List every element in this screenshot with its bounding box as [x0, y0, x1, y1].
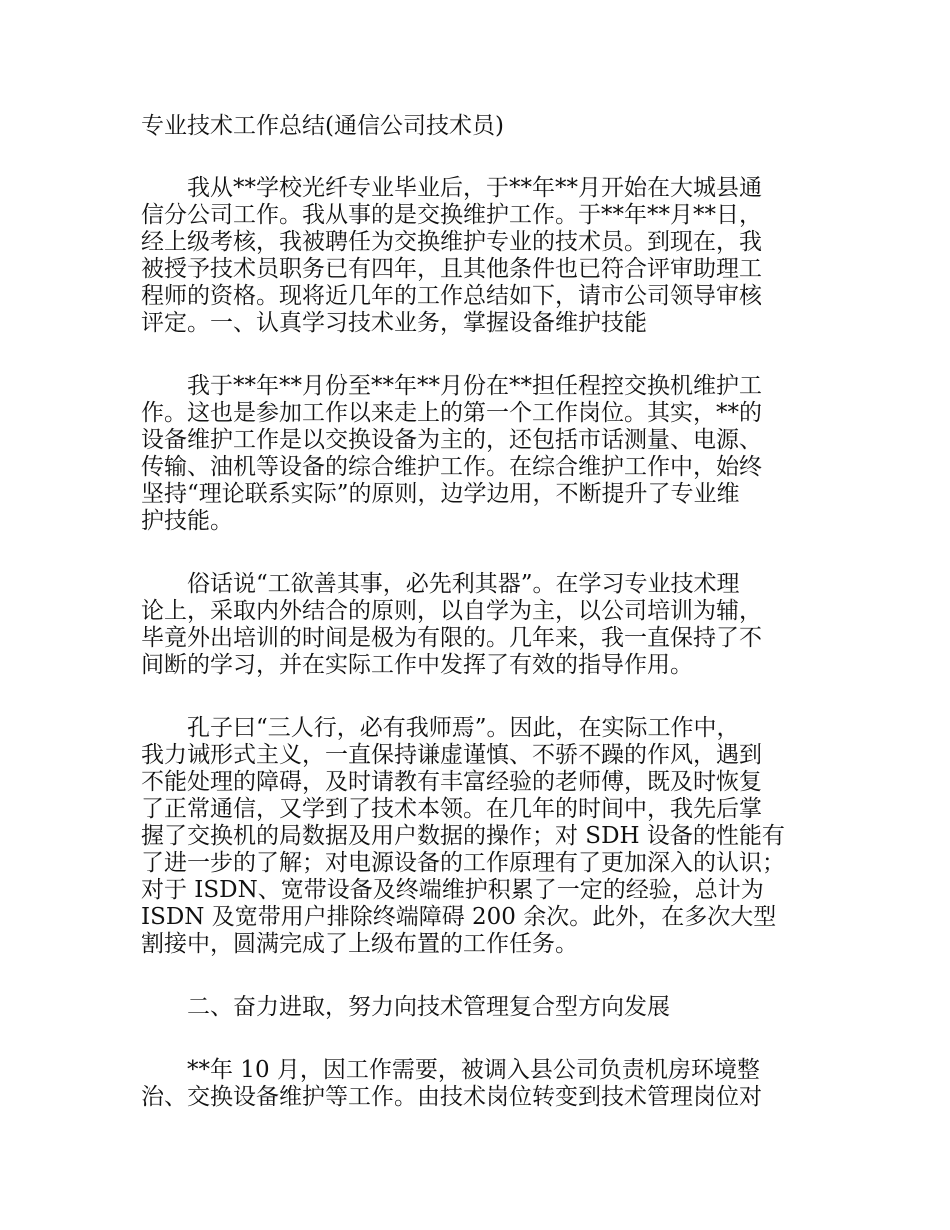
paragraph-line: 间断的学习，并在实际工作中发挥了有效的指导作用。 [141, 652, 693, 678]
paragraph-line: 不能处理的障碍，及时请教有丰富经验的老师傅，既及时恢复 [141, 769, 762, 795]
paragraph-line: 我力诫形式主义，一直保持谦虚谨慎、不骄不躁的作风，遇到 [141, 742, 762, 768]
paragraph [141, 373, 813, 535]
paragraph-spacer [141, 1021, 813, 1057]
paragraph-line: 割接中，圆满完成了上级布置的工作任务。 [141, 931, 578, 957]
paragraph-list [141, 175, 813, 1111]
paragraph-line: 俗话说“工欲善其事，必先利其器”。在学习专业技术理 [141, 571, 740, 597]
document-body [141, 113, 813, 1111]
paragraph-line: 我于**年**月份至**年**月份在**担任程控交换机维护工 [141, 373, 762, 399]
paragraph-line: 作。这也是参加工作以来走上的第一个工作岗位。其实，**的 [141, 400, 762, 426]
paragraph-line: 程师的资格。现将近几年的工作总结如下，请市公司领导审核 [141, 283, 762, 309]
paragraph-line: 护技能。 [141, 508, 233, 534]
paragraph-line: 对于 ISDN、宽带设备及终端维护积累了一定的经验，总计为 [141, 877, 764, 903]
paragraph-line: 我从**学校光纤专业毕业后，于**年**月开始在大城县通 [141, 175, 762, 201]
paragraph-line: 了进一步的了解；对电源设备的工作原理有了更加深入的认识； [141, 850, 785, 876]
paragraph-line: 论上，采取内外结合的原则，以自学为主，以公司培训为辅， [141, 598, 762, 624]
spacer [141, 140, 813, 175]
paragraph [141, 571, 813, 679]
paragraph-line: ISDN 及宽带用户排除终端障碍 200 余次。此外，在多次大型 [141, 904, 777, 930]
paragraph-spacer [141, 337, 813, 373]
paragraph-line: 评定。一、认真学习技术业务，掌握设备维护技能 [141, 310, 647, 336]
paragraph-spacer [141, 535, 813, 571]
paragraph-line: **年 10 月，因工作需要，被调入县公司负责机房环境整 [141, 1057, 760, 1083]
paragraph [141, 994, 813, 1021]
paragraph [141, 715, 813, 958]
paragraph-line: 二、奋力进取，努力向技术管理复合型方向发展 [141, 994, 670, 1020]
paragraph-spacer [141, 958, 813, 994]
paragraph-line: 坚持“理论联系实际”的原则，边学边用，不断提升了专业维 [141, 481, 740, 507]
paragraph [141, 175, 813, 337]
paragraph-line: 设备维护工作是以交换设备为主的，还包括市话测量、电源、 [141, 427, 762, 453]
paragraph-line: 孔子曰“三人行，必有我师焉”。因此，在实际工作中， [141, 715, 740, 741]
paragraph-spacer [141, 679, 813, 715]
paragraph-line: 治、交换设备维护等工作。由技术岗位转变到技术管理岗位对 [141, 1084, 762, 1110]
paragraph-line: 被授予技术员职务已有四年，且其他条件也已符合评审助理工 [141, 256, 762, 282]
paragraph-line: 信分公司工作。我从事的是交换维护工作。于**年**月**日， [141, 202, 762, 228]
paragraph-line: 毕竟外出培训的时间是极为有限的。几年来，我一直保持了不 [141, 625, 762, 651]
document-title: 专业技术工作总结(通信公司技术员) [141, 113, 504, 139]
paragraph-line: 经上级考核，我被聘任为交换维护专业的技术员。到现在，我 [141, 229, 762, 255]
paragraph [141, 1057, 813, 1111]
paragraph-line: 了正常通信，又学到了技术本领。在几年的时间中，我先后掌 [141, 796, 762, 822]
paragraph-line: 传输、油机等设备的综合维护工作。在综合维护工作中，始终 [141, 454, 762, 480]
paragraph-line: 握了交换机的局数据及用户数据的操作；对 SDH 设备的性能有 [141, 823, 785, 849]
